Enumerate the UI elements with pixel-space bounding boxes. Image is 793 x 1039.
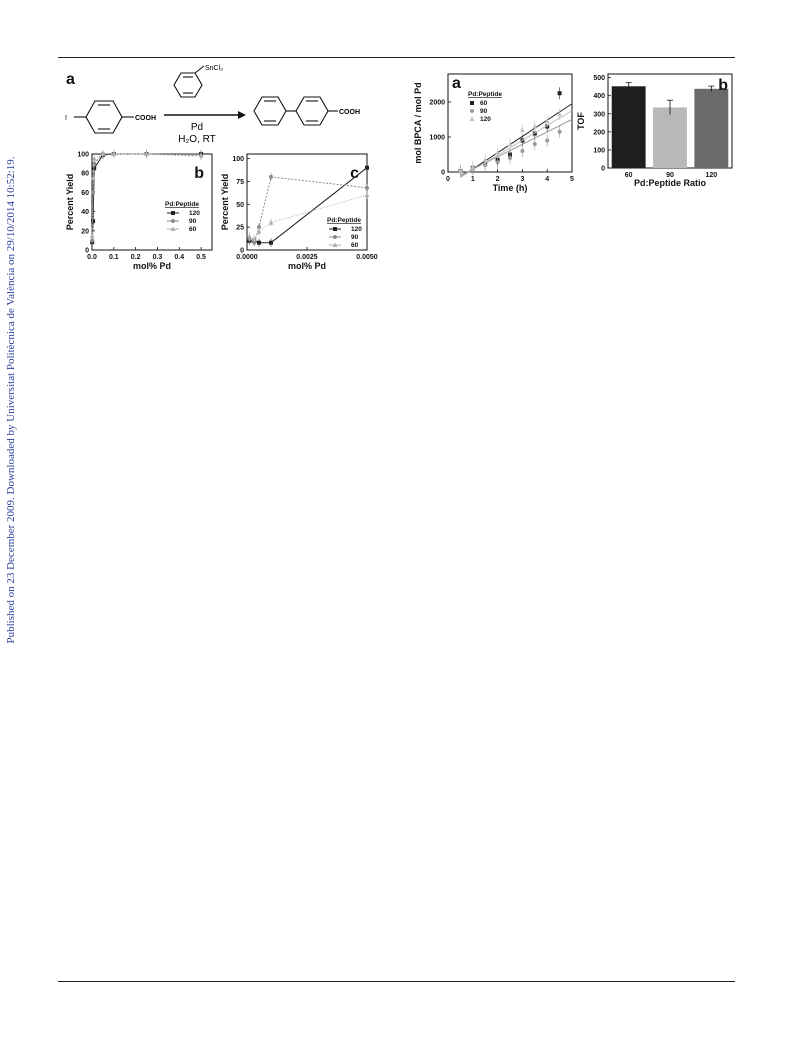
bpca-vs-time-chart — [410, 68, 580, 200]
iodobenzoic-acid-structure — [74, 101, 134, 133]
data-point — [365, 186, 369, 190]
series-line — [92, 154, 201, 242]
y-tick-label: 80 — [81, 170, 89, 178]
legend-label: 90 — [189, 218, 197, 225]
series-90 — [90, 150, 203, 244]
x-tick-label: 1 — [470, 176, 475, 183]
reaction-scheme — [62, 62, 378, 144]
legend-title: Pd:Peptide — [468, 91, 502, 98]
panel-label: c — [350, 165, 359, 182]
bar-90 — [653, 107, 687, 168]
series-90 — [458, 120, 572, 178]
x-tick-label: 90 — [666, 172, 674, 179]
x-tick-label: 0.0025 — [296, 254, 318, 261]
y-tick-label: 40 — [81, 209, 89, 217]
legend-label: 120 — [480, 116, 491, 123]
x-tick-label: 0.5 — [196, 254, 206, 261]
data-point — [91, 176, 96, 181]
y-tick-label: 100 — [593, 147, 605, 155]
legend-marker — [470, 109, 474, 113]
legend-item-90 — [329, 234, 359, 241]
reactant-cooh-label: COOH — [135, 115, 156, 122]
y-axis-label: mol BPCA / mol Pd — [413, 82, 423, 164]
legend-item-120 — [470, 116, 492, 123]
data-point — [558, 130, 562, 134]
fit-line — [460, 104, 572, 178]
phenyltin-structure — [174, 66, 204, 97]
y-tick-label: 0 — [601, 165, 605, 173]
x-tick-label: 120 — [705, 172, 718, 179]
y-tick-label: 0 — [85, 247, 89, 255]
y-tick-label: 300 — [593, 111, 605, 119]
y-tick-label: 500 — [593, 75, 605, 83]
y-tick-label: 60 — [81, 189, 89, 197]
y-tick-label: 25 — [236, 224, 244, 232]
publication-watermark — [4, 156, 18, 644]
data-point — [533, 142, 537, 146]
legend-label: 120 — [189, 210, 200, 217]
x-tick-label: 5 — [570, 176, 574, 183]
x-tick-label: 2 — [495, 176, 500, 183]
data-point — [257, 241, 261, 245]
series-line — [92, 154, 201, 240]
data-point — [558, 91, 562, 95]
series-line — [92, 154, 201, 236]
legend-item-120 — [329, 226, 362, 233]
series-120 — [90, 150, 203, 246]
legend-item-90 — [470, 108, 488, 115]
legend-label: 60 — [351, 242, 359, 249]
series-60 — [90, 150, 204, 240]
data-point — [520, 149, 524, 153]
legend-item-90 — [167, 218, 197, 225]
legend-label: 120 — [351, 226, 362, 233]
footer-rule — [58, 981, 735, 982]
x-axis-label: Time (h) — [492, 183, 528, 193]
scheme-panel-label: a — [66, 71, 75, 88]
y-tick-label: 200 — [593, 129, 605, 137]
yield-low-pd-chart — [215, 148, 378, 278]
y-tick-label: 1000 — [429, 134, 445, 142]
x-tick-label: 0.0050 — [356, 254, 378, 261]
data-point — [495, 150, 500, 155]
publication-watermark-text: Published on 23 December 2009. Downloaded by Universitat Politècnica de València on 29/10/2014 10:52:19. — [5, 156, 17, 644]
legend-label: 60 — [480, 100, 488, 107]
legend-marker — [171, 211, 175, 215]
y-axis-label: Percent Yield — [65, 173, 75, 231]
series-line — [249, 177, 367, 243]
panel-label: b — [194, 165, 204, 182]
data-point — [91, 219, 95, 223]
panel-label: a — [452, 75, 461, 92]
data-point — [532, 124, 537, 129]
fit-line — [460, 111, 572, 178]
series-120 — [458, 108, 572, 177]
data-point — [545, 139, 549, 143]
condition-catalyst: Pd — [190, 122, 204, 133]
legend-title: Pd:Peptide — [327, 217, 361, 224]
legend-item-60 — [470, 100, 488, 107]
y-tick-label: 100 — [232, 156, 244, 164]
data-point — [269, 241, 273, 245]
data-point — [508, 156, 512, 160]
legend-title: Pd:Peptide — [165, 201, 199, 208]
biphenyl-carboxylic-acid-structure — [254, 97, 338, 125]
legend-marker — [470, 117, 475, 122]
x-tick-label: 3 — [520, 176, 525, 183]
legend-label: 90 — [351, 234, 359, 241]
iodo-label: I — [65, 115, 67, 122]
y-tick-label: 2000 — [429, 99, 445, 107]
x-tick-label: 0.3 — [152, 254, 163, 261]
data-point — [520, 128, 525, 133]
x-tick-label: 0.1 — [108, 254, 119, 261]
data-point — [90, 233, 95, 238]
legend-marker — [470, 101, 474, 105]
series-60 — [458, 87, 572, 177]
legend-label: 90 — [480, 108, 488, 115]
y-tick-label: 0 — [441, 169, 445, 177]
legend-label: 60 — [189, 226, 197, 233]
bar-60 — [612, 86, 646, 168]
legend-item-120 — [167, 210, 200, 217]
data-point — [269, 175, 273, 179]
data-point — [247, 234, 252, 239]
header-rule — [58, 57, 735, 58]
x-tick-label: 60 — [624, 172, 633, 179]
legend-marker — [333, 227, 337, 231]
y-tick-label: 75 — [236, 178, 244, 186]
data-point — [496, 160, 500, 164]
y-tick-label: 50 — [236, 201, 244, 209]
reagent-label: SnCl₃ — [205, 65, 224, 72]
tof-bar-chart — [572, 68, 740, 198]
x-tick-label: 0.4 — [174, 254, 185, 261]
x-axis-label: mol% Pd — [132, 261, 172, 271]
legend-item-60 — [167, 226, 197, 233]
y-tick-label: 20 — [81, 228, 89, 236]
y-tick-label: 100 — [77, 151, 89, 159]
panel-label: b — [718, 77, 728, 94]
x-axis-label: Pd:Peptide Ratio — [633, 178, 707, 188]
x-tick-label: 0 — [446, 176, 450, 183]
x-tick-label: 0.0000 — [236, 254, 258, 261]
bar-120 — [694, 89, 728, 168]
y-tick-label: 0 — [240, 247, 244, 255]
legend-marker — [171, 219, 175, 223]
data-point — [92, 156, 97, 161]
data-point — [365, 166, 369, 170]
data-point — [365, 193, 370, 198]
legend-marker — [333, 235, 337, 239]
condition-solvent: H₂O, RT — [178, 134, 216, 145]
legend-item-60 — [329, 242, 359, 249]
x-tick-label: 0.2 — [130, 254, 141, 261]
y-axis-label: Percent Yield — [220, 173, 230, 231]
yield-vs-pd-chart — [60, 148, 220, 278]
y-tick-label: 400 — [593, 93, 605, 101]
y-axis-label: TOF — [576, 112, 586, 130]
x-axis-label: mol% Pd — [287, 261, 327, 271]
plot-frame — [247, 154, 367, 250]
x-tick-label: 4 — [545, 176, 550, 183]
x-tick-label: 0.0 — [87, 254, 97, 261]
product-cooh-label: COOH — [339, 109, 360, 116]
reaction-arrow — [164, 111, 246, 119]
